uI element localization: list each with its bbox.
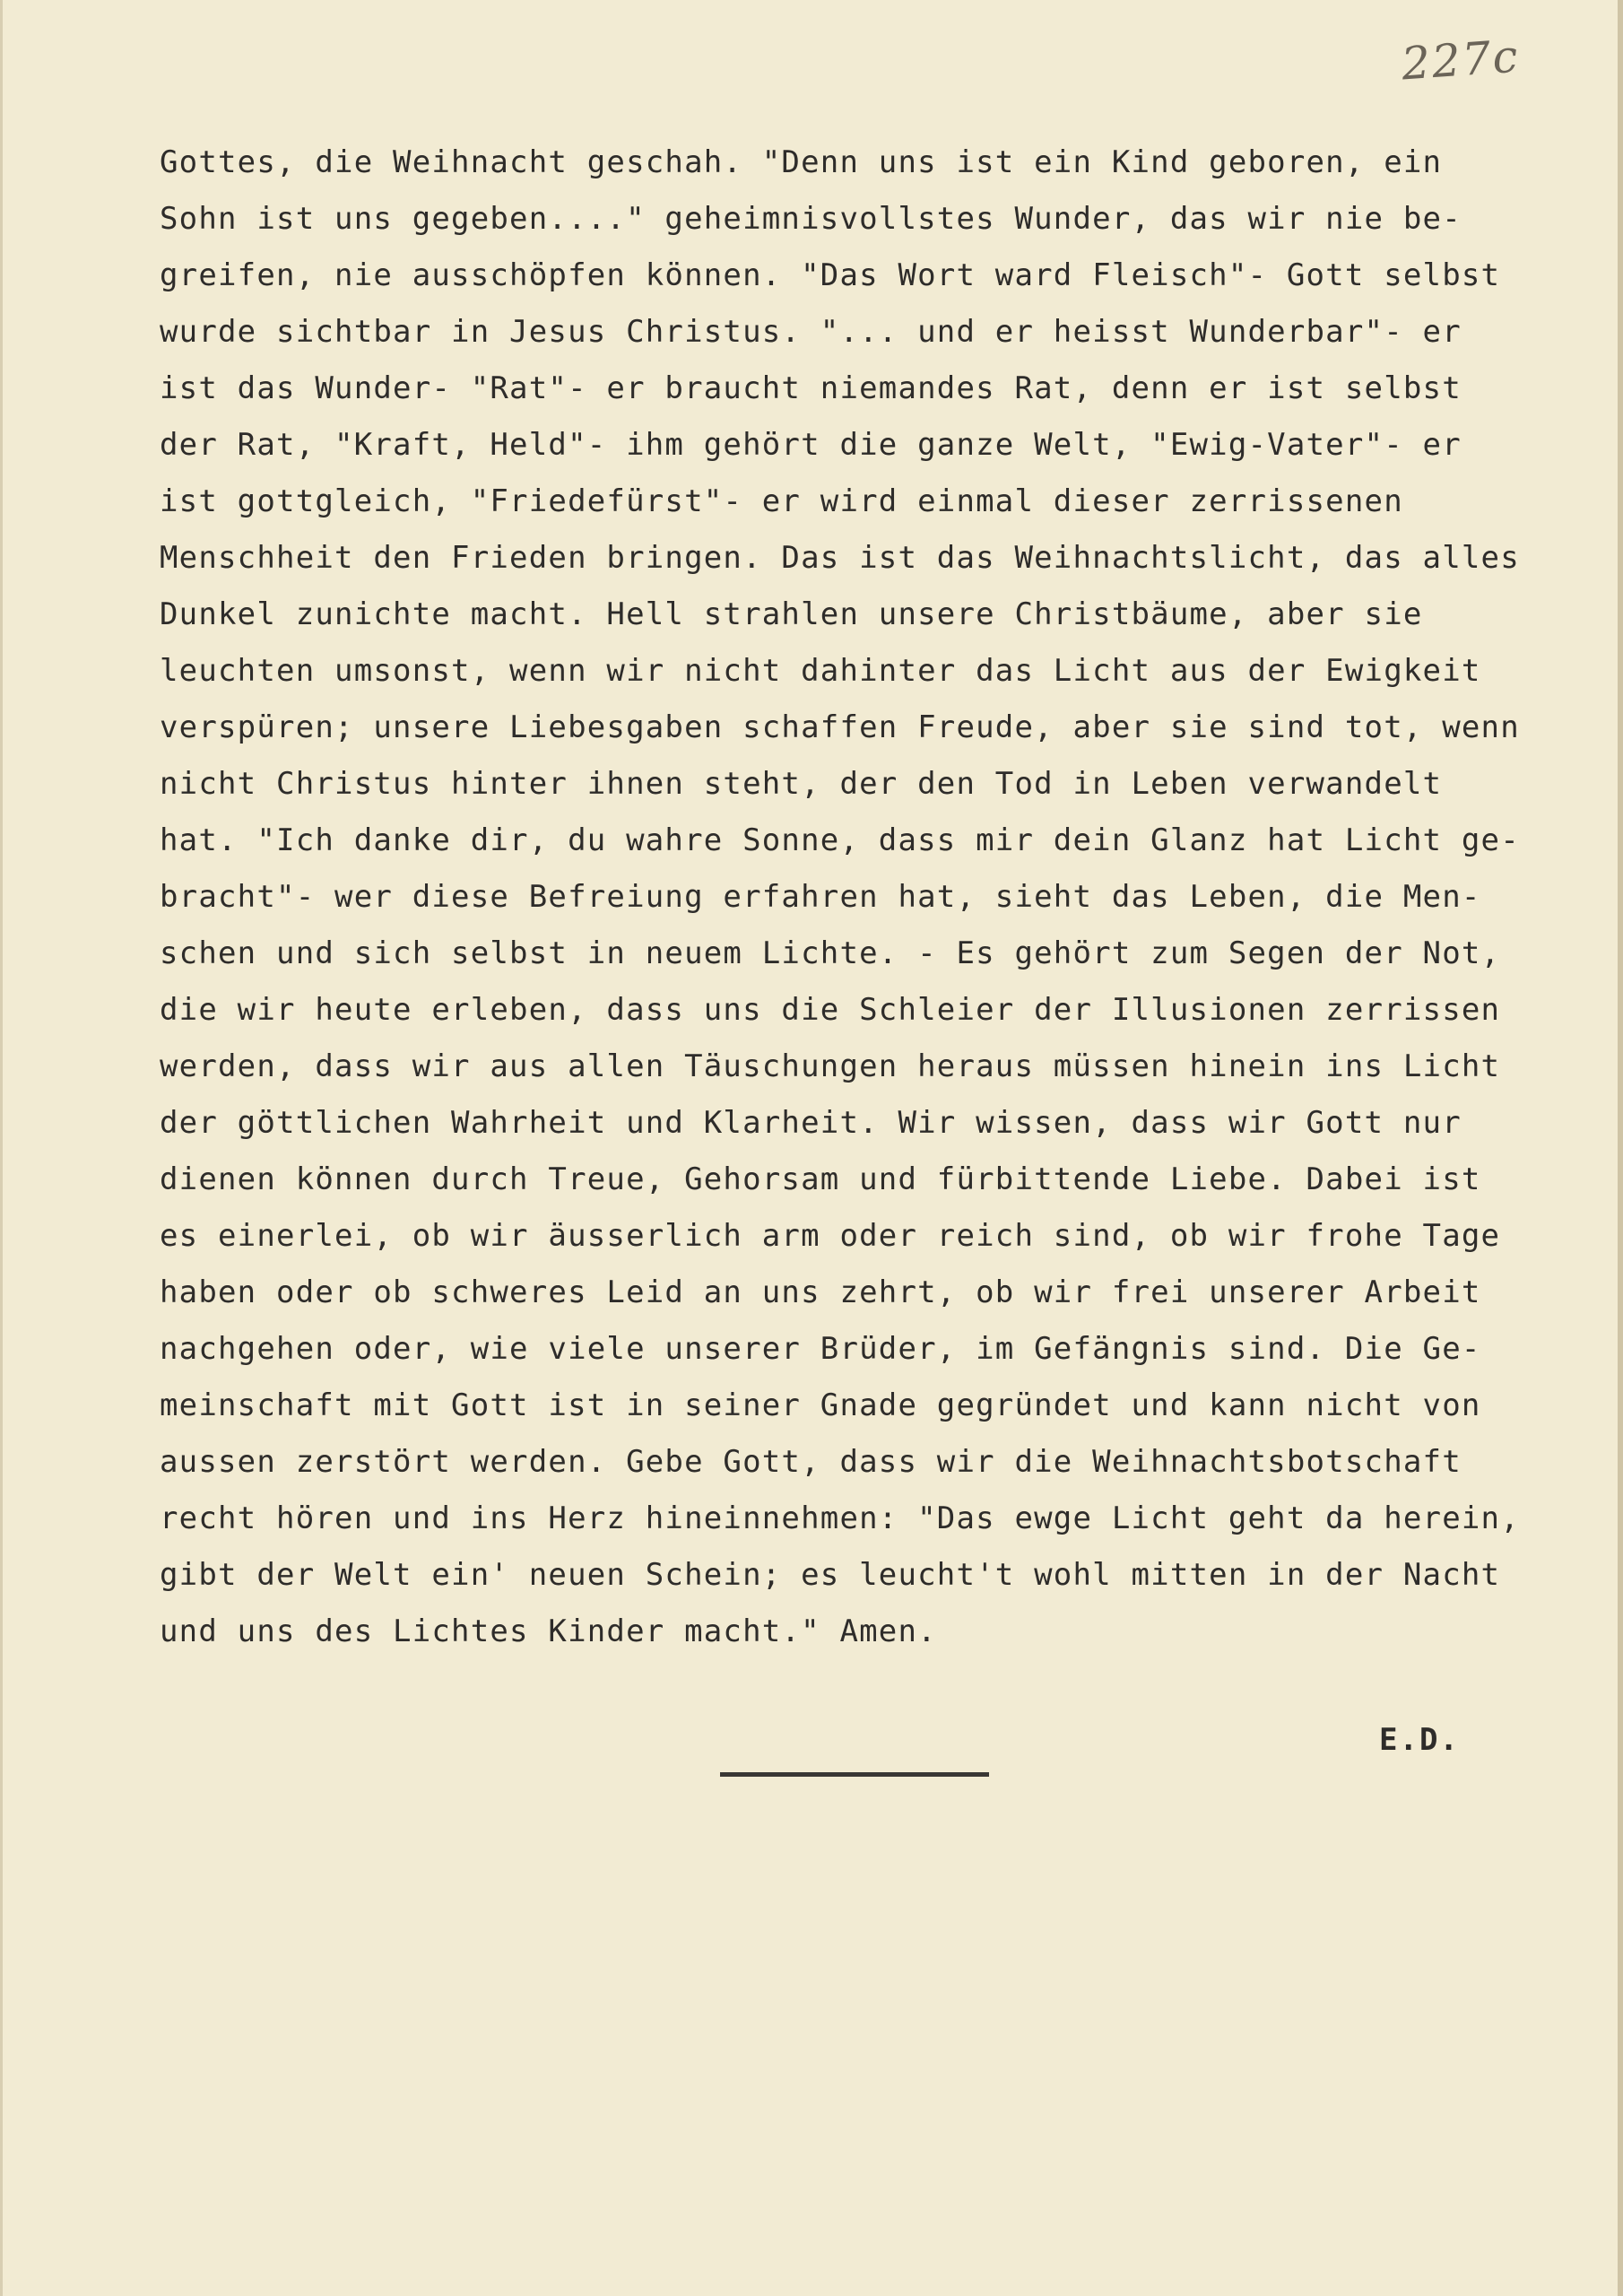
- text-line: der Rat, "Kraft, Held"- ihm gehört die ganze Welt, "Ewig-Vater"- er: [160, 427, 1462, 463]
- text-line: der göttlichen Wahrheit und Klarheit. Wir wissen, dass wir Gott nur: [160, 1105, 1462, 1141]
- text-line: gibt der Welt ein' neuen Schein; es leucht't wohl mitten in der Nacht: [160, 1557, 1501, 1593]
- text-line: die wir heute erleben, dass uns die Schleier der Illusionen zerrissen: [160, 992, 1501, 1028]
- text-line: werden, dass wir aus allen Täuschungen heraus müssen hinein ins Licht: [160, 1048, 1501, 1084]
- text-line: es einerlei, ob wir äusserlich arm oder reich sind, ob wir frohe Tage: [160, 1218, 1501, 1254]
- text-line: hat. "Ich danke dir, du wahre Sonne, dass mir dein Glanz hat Licht ge-: [160, 822, 1520, 858]
- text-line: ist das Wunder- "Rat"- er braucht niemandes Rat, denn er ist selbst: [160, 370, 1462, 406]
- text-line: nicht Christus hinter ihnen steht, der den Tod in Leben verwandelt: [160, 766, 1443, 802]
- text-line: verspüren; unsere Liebesgaben schaffen Freude, aber sie sind tot, wenn: [160, 709, 1520, 745]
- author-initials: E.D.: [1379, 1722, 1460, 1758]
- text-line: wurde sichtbar in Jesus Christus. "... und er heisst Wunderbar"- er: [160, 314, 1462, 350]
- text-line: greifen, nie ausschöpfen können. "Das Wort ward Fleisch"- Gott selbst: [160, 257, 1501, 293]
- text-line: ist gottgleich, "Friedefürst"- er wird einmal dieser zerrissenen: [160, 483, 1403, 519]
- archive-number: 227c: [1399, 30, 1521, 91]
- text-line: meinschaft mit Gott ist in seiner Gnade gegründet und kann nicht von: [160, 1387, 1481, 1423]
- text-line: recht hören und ins Herz hineinnehmen: "Das ewge Licht geht da herein,: [160, 1500, 1520, 1536]
- text-line: schen und sich selbst in neuem Lichte. - Es gehört zum Segen der Not,: [160, 935, 1501, 971]
- text-line: nachgehen oder, wie viele unserer Brüder, im Gefängnis sind. Die Ge-: [160, 1331, 1481, 1367]
- text-line: bracht"- wer diese Befreiung erfahren hat, sieht das Leben, die Men-: [160, 879, 1481, 915]
- text-line: aussen zerstört werden. Gebe Gott, dass wir die Weihnachtsbotschaft: [160, 1444, 1462, 1480]
- text-line: und uns des Lichtes Kinder macht." Amen.: [160, 1613, 937, 1649]
- sermon-body: [160, 135, 1585, 1660]
- text-line: Menschheit den Frieden bringen. Das ist das Weihnachtslicht, das alles: [160, 540, 1520, 576]
- closing-rule: [720, 1772, 989, 1777]
- text-line: leuchten umsonst, wenn wir nicht dahinter das Licht aus der Ewigkeit: [160, 653, 1481, 689]
- text-line: Dunkel zunichte macht. Hell strahlen unsere Christbäume, aber sie: [160, 596, 1423, 632]
- text-line: Sohn ist uns gegeben...." geheimnisvollstes Wunder, das wir nie be-: [160, 201, 1462, 237]
- text-line: haben oder ob schweres Leid an uns zehrt, ob wir frei unserer Arbeit: [160, 1274, 1481, 1310]
- text-line: dienen können durch Treue, Gehorsam und fürbittende Liebe. Dabei ist: [160, 1161, 1481, 1197]
- text-line: Gottes, die Weihnacht geschah. "Denn uns ist ein Kind geboren, ein: [160, 144, 1443, 180]
